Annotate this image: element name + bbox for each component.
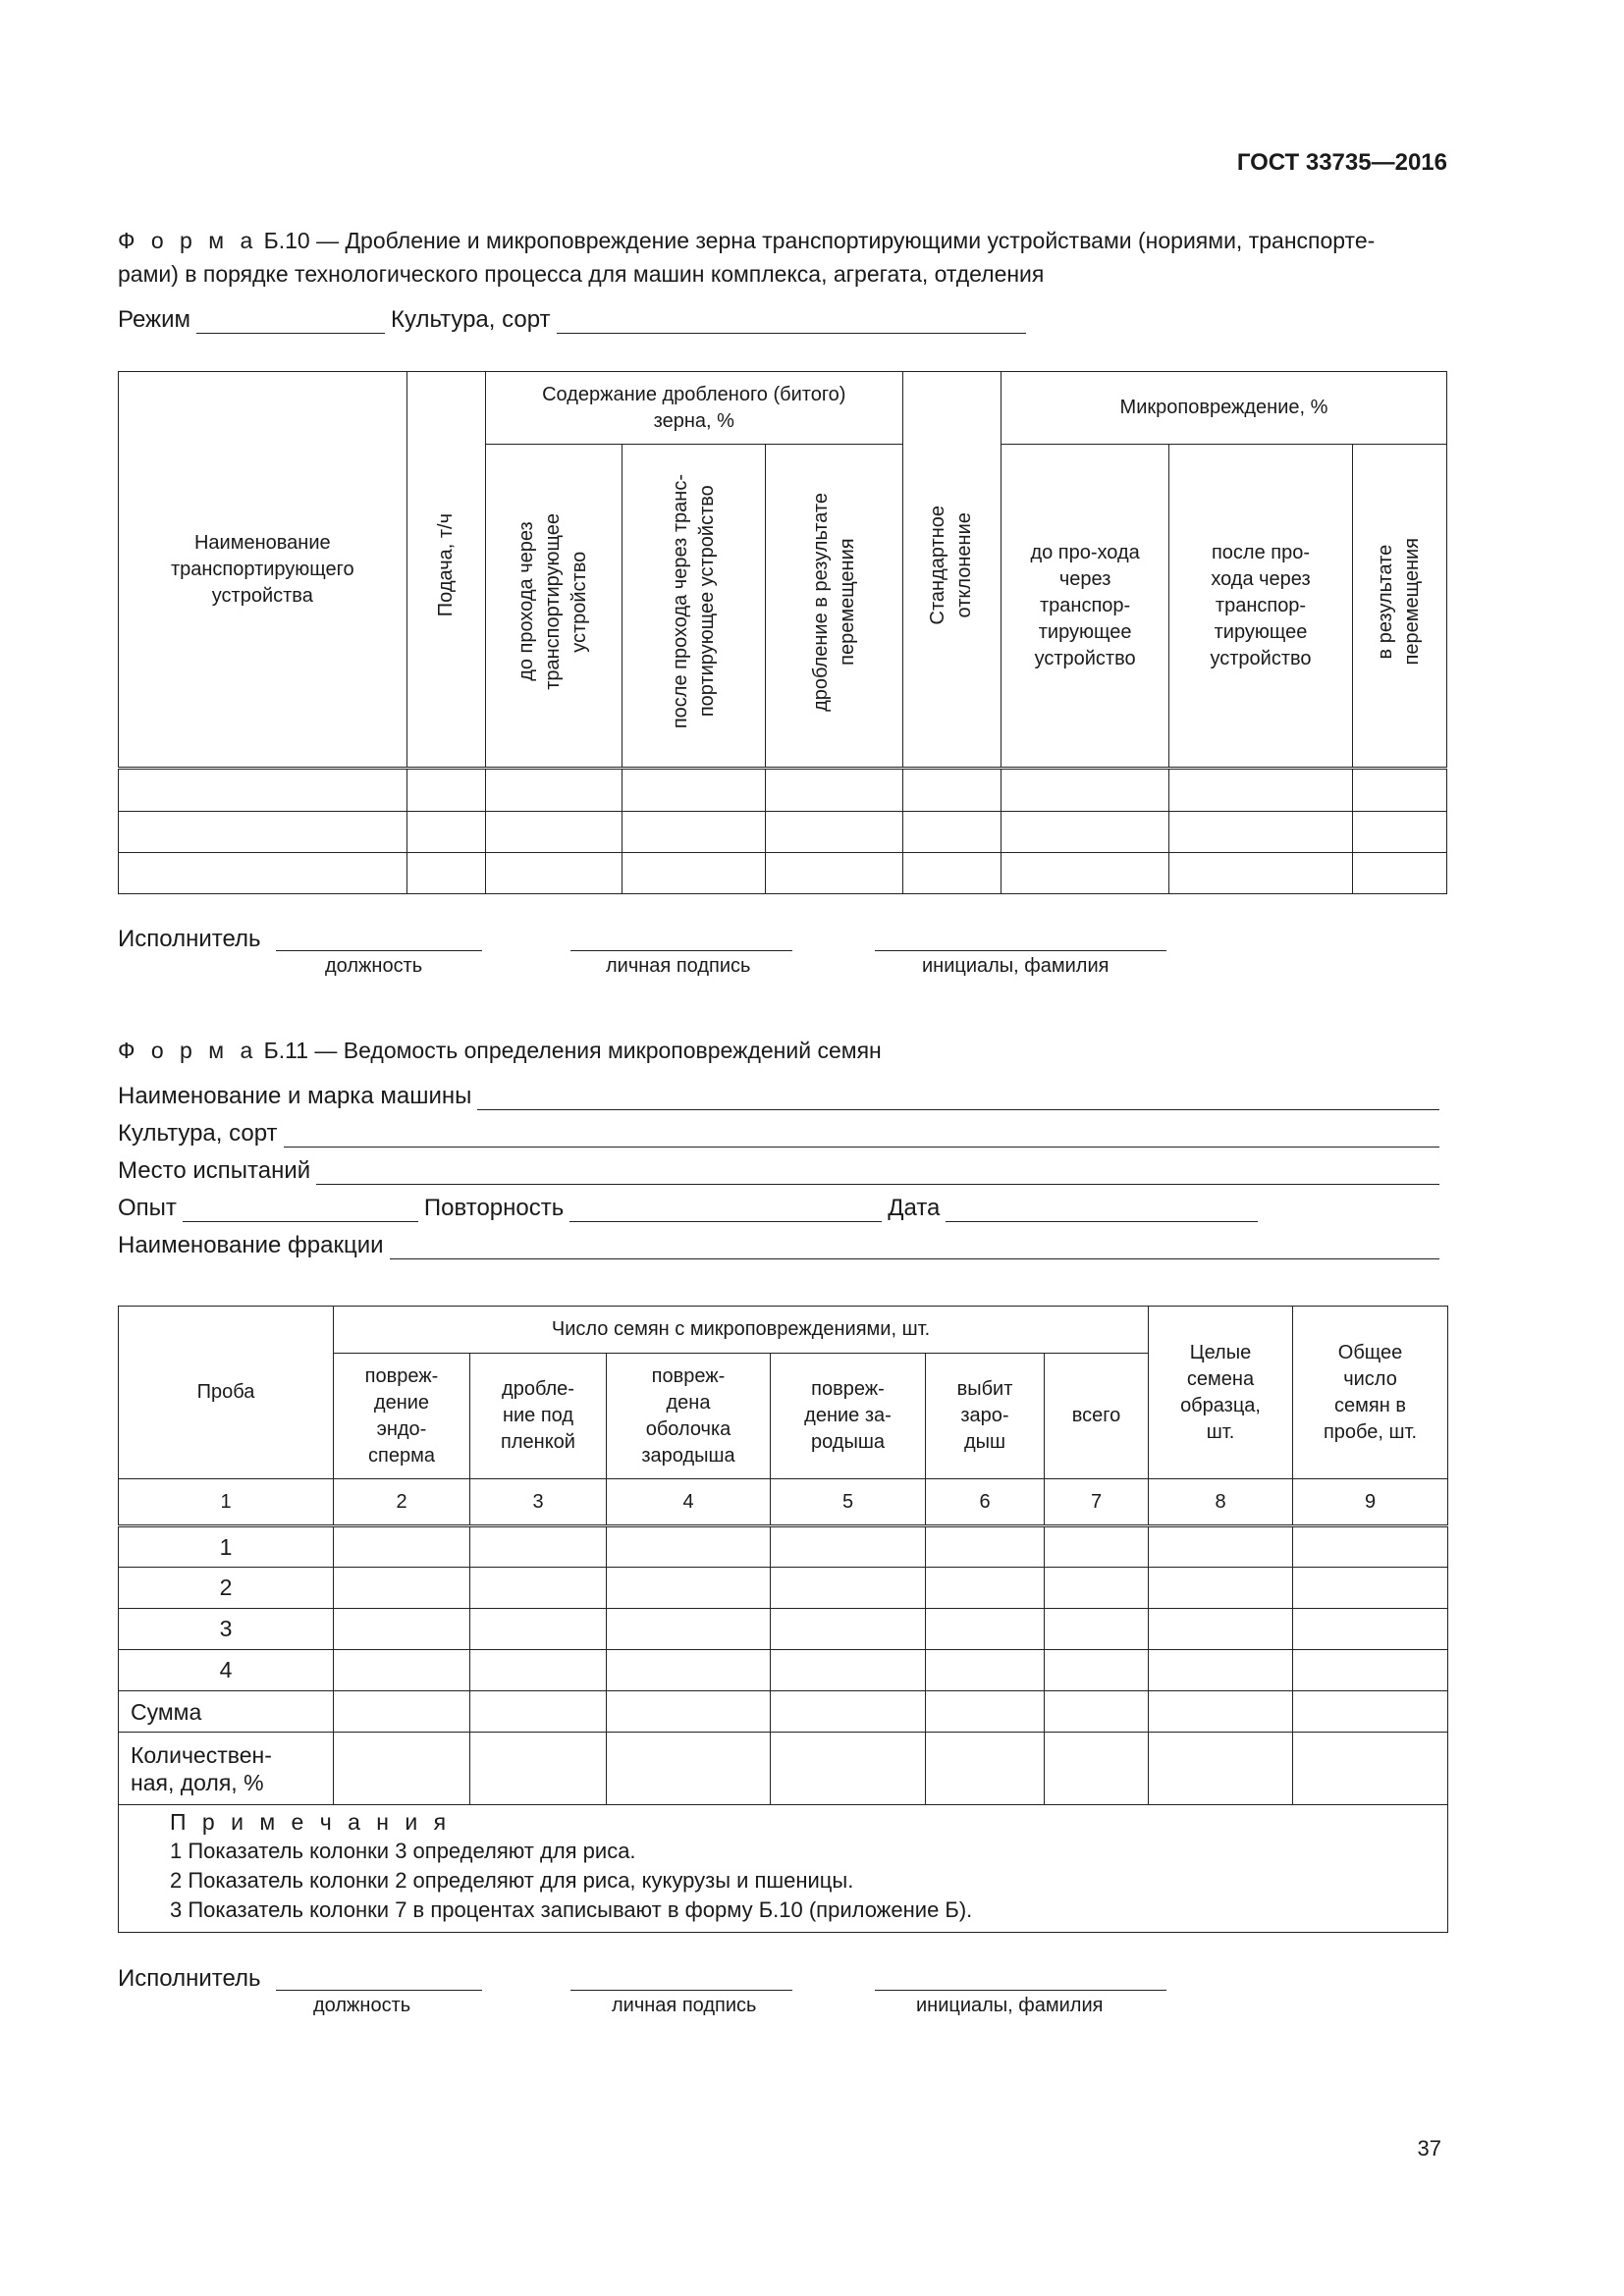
repeat-label: Повторность xyxy=(423,1195,565,1221)
table-row xyxy=(119,1526,1448,1568)
table-row xyxy=(119,812,1447,853)
header-std-dev: Стандартное отклонение xyxy=(902,372,1001,769)
form-b11-prefix: Ф о р м а xyxy=(118,1038,258,1063)
form-b10-initials-caption: инициалы, фамилия xyxy=(922,955,1110,977)
header-crushed-before: до прохода через транспортирующее устройство xyxy=(485,445,622,769)
col-number: 6 xyxy=(926,1479,1045,1526)
form-b10-position-line[interactable] xyxy=(276,950,482,951)
place-label: Место испытаний xyxy=(118,1157,311,1184)
note-item: 2 Показатель колонки 2 определяют для риса, кукурузы и пшеницы. xyxy=(170,1868,854,1893)
row-label-sum: Сумма xyxy=(119,1691,334,1733)
form-b10-table xyxy=(118,371,1447,894)
date-label: Дата xyxy=(888,1195,941,1221)
date-input[interactable] xyxy=(946,1198,1258,1222)
b11-culture-label: Культура, сорт xyxy=(118,1120,278,1147)
mode-label: Режим xyxy=(118,306,190,333)
table-row xyxy=(119,853,1447,894)
form-b10-title-rest: Б.10 — Дробление и микроповреждение зерна транспортирующими устройствами (нориями, транспорте- xyxy=(263,228,1376,253)
header-crushed-result: дробление в результате перемещения xyxy=(766,445,902,769)
form-b10-title-line2: рами) в порядке технологического процесса для машин комплекса, агрегата, отделения xyxy=(118,261,1045,287)
notes-title: П р и м е ч а н и я xyxy=(170,1809,452,1835)
header-micro-result: в результате перемещения xyxy=(1352,445,1446,769)
header-crushed-group: Содержание дробленого (битого) зерна, % xyxy=(485,372,902,445)
form-b10-initials-line[interactable] xyxy=(875,950,1166,951)
form-b11-initials-line[interactable] xyxy=(875,1990,1166,1991)
row-label: 4 xyxy=(119,1650,334,1691)
col-number: 2 xyxy=(334,1479,470,1526)
form-b10-position-caption: должность xyxy=(325,955,423,977)
header-crushed-after: после прохода через транс- портирующее устройство xyxy=(623,445,766,769)
table-row xyxy=(119,1568,1448,1609)
row-label: 2 xyxy=(119,1568,334,1609)
header-transport-name: Наименование транспортирующего устройства xyxy=(119,372,407,769)
form-b11-signature-caption: личная подпись xyxy=(612,1995,757,2016)
place-input[interactable] xyxy=(316,1160,1439,1185)
repeat-input[interactable] xyxy=(569,1198,882,1222)
page-number: 37 xyxy=(1417,2136,1441,2161)
col-number: 3 xyxy=(470,1479,607,1526)
place-line xyxy=(118,1157,1445,1185)
fraction-line xyxy=(118,1232,1445,1259)
experiment-label: Опыт xyxy=(118,1195,177,1221)
form-b10-mode-line xyxy=(118,306,1032,334)
table-row xyxy=(119,1609,1448,1650)
machine-input[interactable] xyxy=(477,1086,1439,1110)
table-row xyxy=(119,769,1447,812)
standard-number: ГОСТ 33735—2016 xyxy=(1236,149,1447,176)
form-b10-title xyxy=(118,224,1453,291)
form-b11-executor-label: Исполнитель xyxy=(118,1965,261,1992)
notes-row xyxy=(119,1805,1448,1933)
col-number: 5 xyxy=(771,1479,926,1526)
header-shell: повреж-дена оболочка зародыша xyxy=(607,1354,771,1479)
column-numbers-row xyxy=(119,1479,1448,1526)
machine-label: Наименование и марка машины xyxy=(118,1083,472,1109)
form-b11-title xyxy=(118,1034,882,1067)
header-whole-seeds: Целые семена образца, шт. xyxy=(1149,1307,1293,1479)
note-item: 3 Показатель колонки 7 в процентах записывают в форму Б.10 (приложение Б). xyxy=(170,1897,973,1922)
mode-input[interactable] xyxy=(196,309,385,334)
machine-line xyxy=(118,1083,1445,1110)
culture-input[interactable] xyxy=(557,309,1026,334)
col-number: 8 xyxy=(1149,1479,1293,1526)
form-b10-signature-line[interactable] xyxy=(570,950,792,951)
col-number: 7 xyxy=(1045,1479,1149,1526)
experiment-line xyxy=(118,1195,1264,1222)
table-row xyxy=(119,1650,1448,1691)
table-row xyxy=(119,1691,1448,1733)
experiment-input[interactable] xyxy=(183,1198,418,1222)
form-b11-signature-line[interactable] xyxy=(570,1990,792,1991)
row-label: 1 xyxy=(119,1526,334,1568)
header-micro-after: после про-хода через транспор-тирующее устройство xyxy=(1169,445,1352,769)
header-overall-seeds: Общее число семян в пробе, шт. xyxy=(1293,1307,1448,1479)
header-seeds-group: Число семян с микроповреждениями, шт. xyxy=(334,1307,1149,1354)
header-germ: повреж-дение за-родыша xyxy=(771,1354,926,1479)
fraction-input[interactable] xyxy=(390,1235,1439,1259)
note-item: 1 Показатель колонки 3 определяют для риса. xyxy=(170,1839,636,1863)
header-knocked: выбит заро-дыш xyxy=(926,1354,1045,1479)
form-b11-position-caption: должность xyxy=(313,1995,411,2016)
table-row xyxy=(119,1733,1448,1805)
header-total: всего xyxy=(1045,1354,1149,1479)
fraction-label: Наименование фракции xyxy=(118,1232,384,1258)
header-micro-before: до про-хода через транспор-тирующее устройство xyxy=(1001,445,1168,769)
header-feed: Подача, т/ч xyxy=(406,372,485,769)
header-sample: Проба xyxy=(119,1307,334,1479)
b11-culture-input[interactable] xyxy=(284,1123,1439,1148)
col-number: 1 xyxy=(119,1479,334,1526)
form-b10-signature-caption: личная подпись xyxy=(606,955,751,977)
form-b11-initials-caption: инициалы, фамилия xyxy=(916,1995,1104,2016)
header-endosperm: повреж-дение эндо-сперма xyxy=(334,1354,470,1479)
row-label-share: Количествен-ная, доля, % xyxy=(119,1733,334,1805)
header-micro-group: Микроповреждение, % xyxy=(1001,372,1446,445)
form-b10-prefix: Ф о р м а xyxy=(118,228,258,253)
form-b11-table xyxy=(118,1306,1448,1933)
col-number: 4 xyxy=(607,1479,771,1526)
row-label: 3 xyxy=(119,1609,334,1650)
notes xyxy=(119,1805,1448,1933)
form-b10-executor-label: Исполнитель xyxy=(118,926,261,952)
culture-label: Культура, сорт xyxy=(391,306,551,333)
header-film: дробле-ние под пленкой xyxy=(470,1354,607,1479)
culture-line xyxy=(118,1120,1445,1148)
form-b11-title-rest: Б.11 — Ведомость определения микроповреждений семян xyxy=(263,1038,882,1063)
form-b11-position-line[interactable] xyxy=(276,1990,482,1991)
col-number: 9 xyxy=(1293,1479,1448,1526)
